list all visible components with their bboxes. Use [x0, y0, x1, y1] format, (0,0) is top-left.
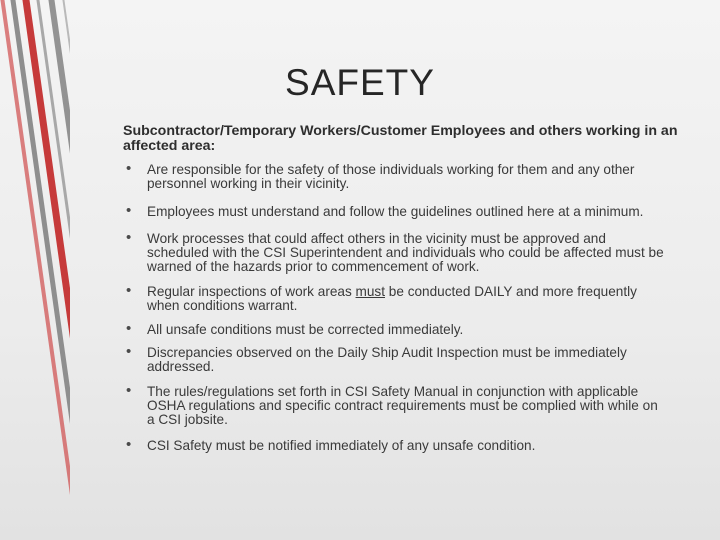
bullet-text: The rules/regulations set forth in CSI Safety Manual in conjunction with applicable OSHA regulations and specific contract requirements must be complied with while on a CSI jobsite. — [147, 384, 658, 427]
bullet-item — [123, 343, 668, 374]
bullet-item — [123, 282, 668, 313]
bullet-item — [123, 229, 668, 274]
bullet-item — [123, 202, 668, 219]
bullet-dot-icon: • — [126, 343, 132, 360]
intro-heading: Subcontractor/Temporary Workers/Customer Employees and others working in an affected area: — [123, 123, 678, 154]
bullet-list — [123, 160, 668, 453]
bullet-dot-icon: • — [126, 382, 132, 399]
bullet-text: CSI Safety must be notified immediately of any unsafe condition. — [147, 438, 536, 453]
bullet-dot-icon: • — [126, 282, 132, 299]
bullet-text: Are responsible for the safety of those individuals working for them and any other personnel working in their vicinity. — [147, 162, 635, 191]
bullet-dot-icon: • — [126, 160, 132, 177]
bullet-dot-icon: • — [126, 320, 132, 337]
bullet-text: All unsafe conditions must be corrected immediately. — [147, 322, 464, 337]
bullet-dot-icon: • — [126, 202, 132, 219]
slide-title: SAFETY — [285, 62, 435, 103]
bullet-dot-icon: • — [126, 229, 132, 246]
bullet-text: Work processes that could affect others in the vicinity must be approved and scheduled with the CSI Superintendent and individuals who could be affected must be warned of the hazards prior to commencement of work. — [147, 231, 664, 274]
bullet-emphasis: must — [355, 284, 386, 299]
bullet-item — [123, 160, 668, 191]
bullet-text: Employees must understand and follow the guidelines outlined here at a minimum. — [147, 204, 644, 219]
bullet-text: Discrepancies observed on the Daily Ship Audit Inspection must be immediately addressed. — [147, 345, 627, 374]
bullet-text-after: be conducted DAILY and more frequently when conditions warrant. — [147, 284, 637, 313]
bullet-dot-icon: • — [126, 436, 132, 453]
bullet-item — [123, 436, 668, 453]
bullet-item — [123, 382, 668, 427]
bullet-item — [123, 320, 668, 337]
bullet-text-before: Regular inspections of work areas — [147, 284, 356, 299]
